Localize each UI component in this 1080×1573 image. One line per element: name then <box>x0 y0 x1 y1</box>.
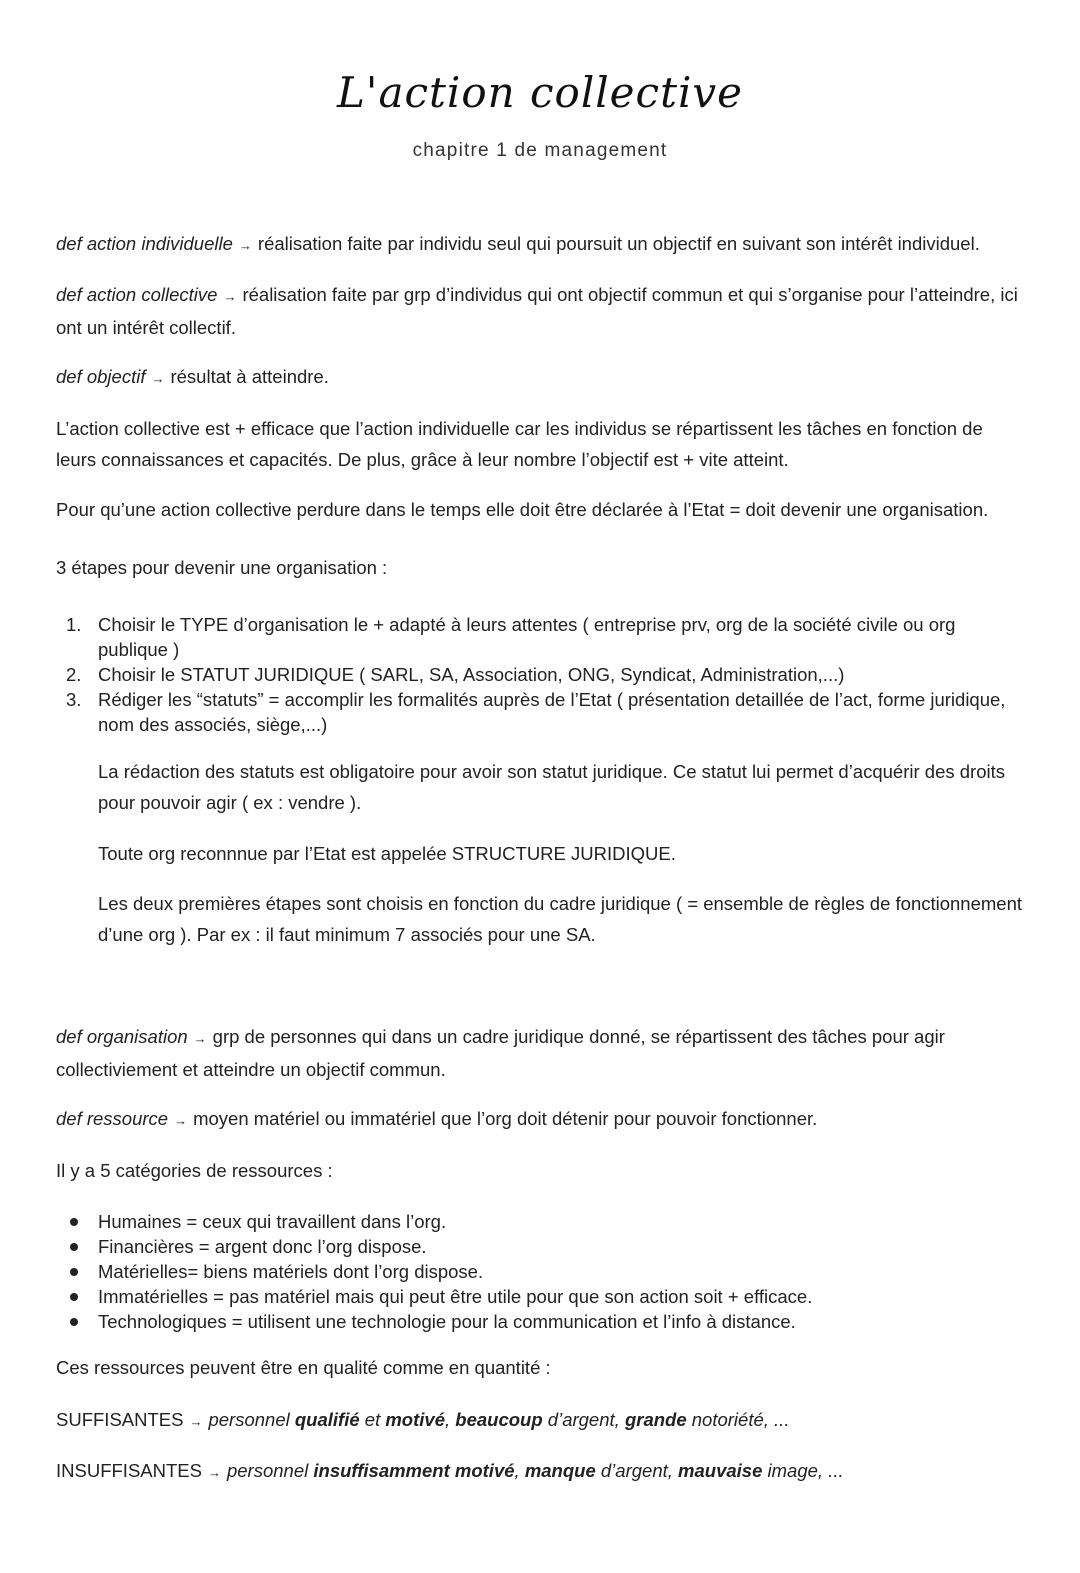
arrow-icon: → <box>189 1414 203 1429</box>
bullet-icon <box>70 1243 78 1251</box>
arrow-icon: → <box>238 238 252 253</box>
list-item-text: Financières = argent donc l’org dispose. <box>98 1236 427 1257</box>
definition-text: moyen matériel ou immatériel que l’org doit détenir pour pouvoir fonctionner. <box>193 1108 818 1129</box>
list-item-text: Choisir le STATUT JURIDIQUE ( SARL, SA, Association, ONG, Syndicat, Administration,...) <box>98 664 845 685</box>
paragraph-statuts: La rédaction des statuts est obligatoire pour avoir son statut juridique. Ce statut lui permet d’acquérir des droits pour pouvoir agir ( ex : vendre ). <box>98 761 1005 813</box>
page-title: L'action collective <box>337 68 743 117</box>
definition-text: réalisation faite par individu seul qui poursuit un objectif en suivant son intérêt individuel. <box>257 233 980 254</box>
arrow-icon: → <box>207 1465 221 1480</box>
list-item <box>56 1309 1026 1334</box>
paragraph-efficacite: L’action collective est + efficace que l’action individuelle car les individus se répartissent les tâches en fonction de leurs connaissances et capacités. De plus, grâce à leur nombre l’objectif est + vite atteint. <box>56 418 983 470</box>
list-item <box>56 1259 1026 1284</box>
definition-text: réalisation faite par grp d’individus qui ont objectif commun et qui s’organise pour l’atteindre, ici ont un intérêt collectif. <box>56 284 1018 338</box>
bullet-icon <box>70 1293 78 1301</box>
list-item-text: Rédiger les “statuts” = accomplir les formalités auprès de l’Etat ( présentation detaillée de l’act, forme juridique, nom des associés, siège,...) <box>98 689 1006 735</box>
insuffisantes-line <box>56 1456 1026 1489</box>
list-item-text: Technologiques = utilisent une technologie pour la communication et l’info à distance. <box>98 1311 796 1332</box>
suffisantes-line <box>56 1405 1026 1438</box>
definition-term: def action individuelle <box>56 233 233 254</box>
paragraph-cadre-juridique: Les deux premières étapes sont choisis en fonction du cadre juridique ( = ensemble de règles de fonctionnement d’une org ). Par ex : il faut minimum 7 associés pour une SA. <box>98 893 1023 945</box>
steps-intro: 3 étapes pour devenir une organisation : <box>56 557 388 578</box>
resources-list <box>56 1209 1026 1334</box>
page-subtitle: chapitre 1 de management <box>412 140 668 161</box>
definition-text: grp de personnes qui dans un cadre juridique donné, se répartissent des tâches pour agir collectiviement et atteindre un objectif commun. <box>56 1026 945 1080</box>
list-item <box>56 662 1026 687</box>
definition-term: def objectif <box>56 366 146 387</box>
insuffisantes-label: INSUFFISANTES <box>56 1460 202 1481</box>
definition-ressource <box>56 1104 1026 1137</box>
suffisantes-label: SUFFISANTES <box>56 1409 184 1430</box>
definition-term: def ressource <box>56 1108 169 1129</box>
bullet-icon <box>70 1268 78 1276</box>
definition-organisation <box>56 1022 1026 1085</box>
arrow-icon: → <box>174 1113 188 1128</box>
list-item <box>56 1209 1026 1234</box>
paragraph-structure-juridique: Toute org reconnnue par l’Etat est appelée STRUCTURE JURIDIQUE. <box>98 843 676 864</box>
steps-list <box>56 612 1026 737</box>
suffisantes-examples: personnel qualifié et motivé, beaucoup d’argent, grande notoriété, ... <box>208 1409 790 1430</box>
insuffisantes-examples: personnel insuffisamment motivé, manque d’argent, mauvaise image, ... <box>226 1460 844 1481</box>
quality-intro: Ces ressources peuvent être en qualité comme en quantité : <box>56 1357 551 1378</box>
list-item <box>56 1284 1026 1309</box>
bullet-icon <box>70 1318 78 1326</box>
list-item-text: Matérielles= biens matériels dont l’org dispose. <box>98 1261 484 1282</box>
resources-intro: Il y a 5 catégories de ressources : <box>56 1160 333 1181</box>
bullet-icon <box>70 1218 78 1226</box>
list-number: 1. <box>66 614 82 635</box>
list-item <box>56 687 1026 737</box>
list-item-text: Humaines = ceux qui travaillent dans l’org. <box>98 1211 447 1232</box>
definition-action-collective <box>56 280 1026 343</box>
paragraph-perdure: Pour qu’une action collective perdure dans le temps elle doit être déclarée à l’Etat = doit devenir une organisation. <box>56 499 989 520</box>
list-item-text: Choisir le TYPE d’organisation le + adapté à leurs attentes ( entreprise prv, org de la société civile ou org publique ) <box>98 614 956 660</box>
list-item <box>56 1234 1026 1259</box>
arrow-icon: → <box>151 371 165 386</box>
definition-action-individuelle <box>56 229 1026 262</box>
definition-objectif <box>56 362 1026 395</box>
list-number: 3. <box>66 689 82 710</box>
arrow-icon: → <box>223 289 237 304</box>
list-number: 2. <box>66 664 82 685</box>
definition-term: def action collective <box>56 284 218 305</box>
definition-term: def organisation <box>56 1026 188 1047</box>
list-item <box>56 612 1026 662</box>
list-item-text: Immatérielles = pas matériel mais qui peut être utile pour que son action soit + efficace. <box>98 1286 813 1307</box>
definition-text: résultat à atteindre. <box>170 366 329 387</box>
arrow-icon: → <box>193 1031 207 1046</box>
